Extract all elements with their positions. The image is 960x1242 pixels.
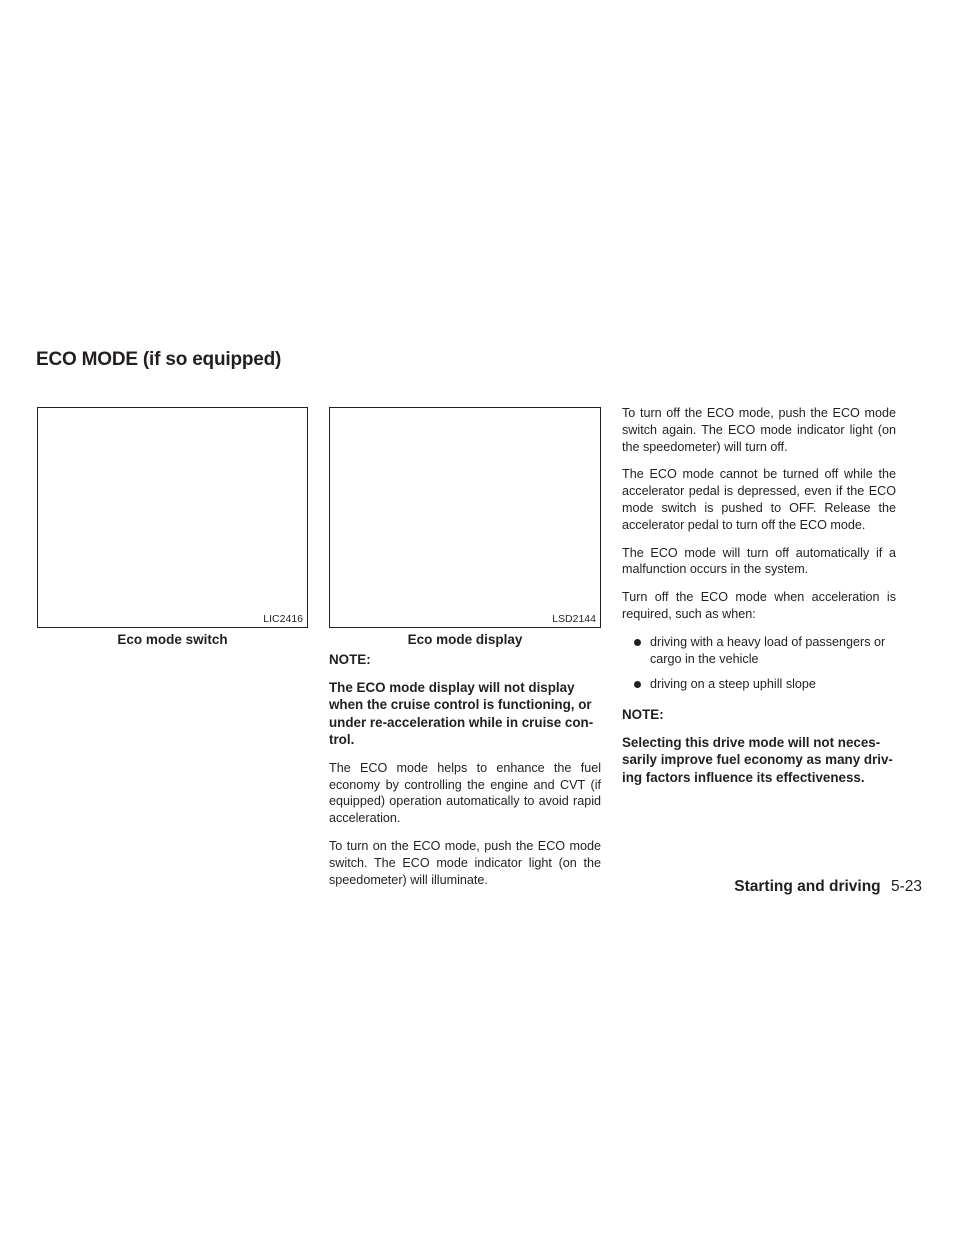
list-item [622, 634, 896, 668]
middle-column [329, 652, 601, 899]
paragraph: Turn off the ECO mode when acceleration is required, such as when: [622, 590, 896, 621]
figure-eco-mode-display [329, 407, 601, 628]
section-title: ECO MODE (if so equipped) [36, 349, 282, 370]
note-label: NOTE: [622, 707, 664, 723]
list-item-text: driving with a heavy load of passengers or cargo in the vehicle [650, 634, 886, 666]
figure-code: LIC2416 [263, 613, 303, 625]
bullet-icon [634, 681, 641, 688]
note-text: Selecting this drive mode will not neces-sarily improve fuel economy as many driv-ing factors influence its effectiveness. [622, 734, 893, 785]
footer-section-name: Starting and driving [734, 878, 881, 895]
bullet-icon [634, 639, 641, 646]
paragraph: The ECO mode helps to enhance the fuel economy by controlling the engine and CVT (if equipped) operation automatically to avoid rapid acceleration. [329, 760, 601, 826]
page-number: 5-23 [890, 878, 922, 895]
list-item-text: driving on a steep uphill slope [650, 677, 816, 692]
page-footer [734, 878, 922, 896]
figure-code: LSD2144 [552, 613, 596, 625]
figure-eco-mode-switch [37, 407, 308, 628]
note-text: The ECO mode display will not display when the cruise control is functioning, or under re-acceleration while in cruise con-trol. [329, 679, 594, 748]
figure-caption: Eco mode display [407, 632, 523, 647]
note-label: NOTE: [329, 652, 371, 667]
paragraph: The ECO mode will turn off automatically if a malfunction occurs in the system. [622, 545, 896, 577]
paragraph: To turn on the ECO mode, push the ECO mode switch. The ECO mode indicator light (on the speedometer) will illuminate. [329, 838, 601, 887]
paragraph: The ECO mode cannot be turned off while the accelerator pedal is depressed, even if the ECO mode switch is pushed to OFF. Release the accelerator pedal to turn off the ECO mode. [622, 467, 896, 532]
figure-caption: Eco mode switch [117, 632, 228, 647]
right-column [622, 405, 896, 797]
list-item [622, 676, 896, 693]
paragraph: To turn off the ECO mode, push the ECO mode switch again. The ECO mode indicator light (on the speedometer) will turn off. [622, 406, 896, 454]
